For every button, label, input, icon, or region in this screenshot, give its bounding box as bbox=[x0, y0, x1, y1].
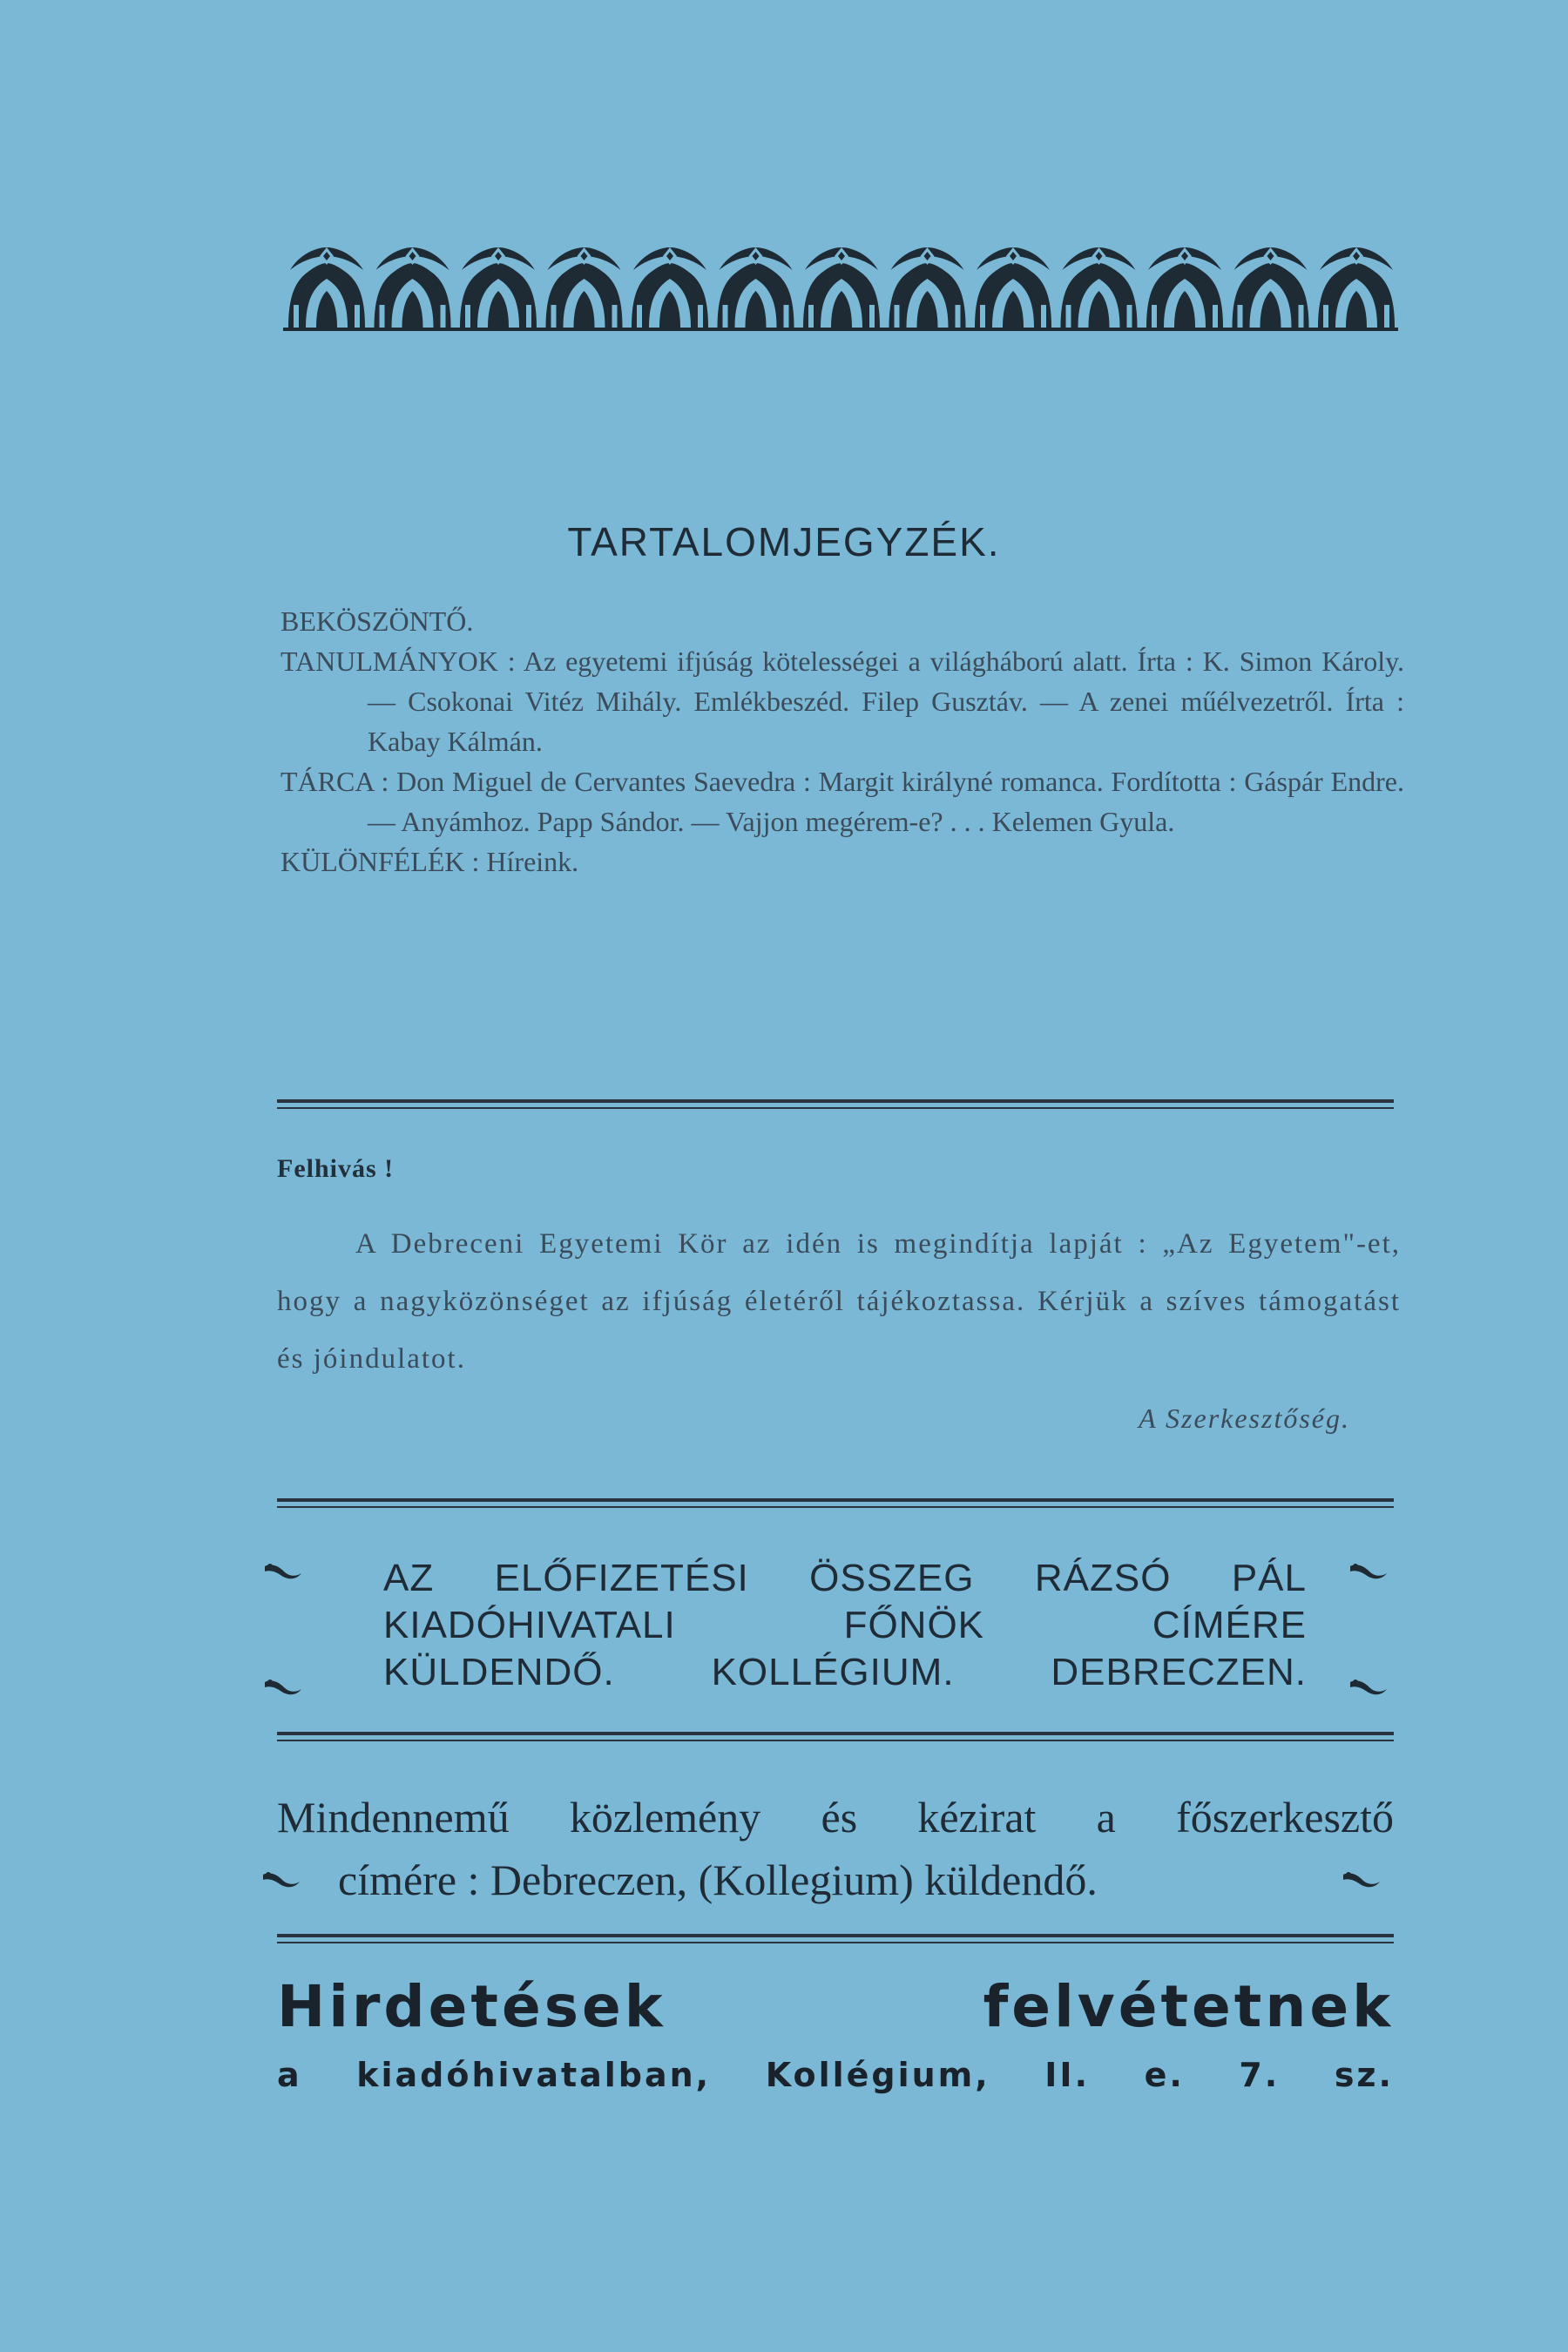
notice-line: Mindennemű közlemény és kézirat a főszerkesztő bbox=[277, 1793, 1394, 1842]
leaf-ornament-icon bbox=[1342, 1869, 1382, 1889]
subscription-notice bbox=[383, 1555, 1307, 1696]
ads-title: Hirdetések felvétetnek bbox=[277, 1973, 1394, 2040]
ads-subtitle: a kiadóhivatalban, Kollégium, II. e. 7. sz. bbox=[277, 2056, 1394, 2094]
double-rule-divider bbox=[277, 1732, 1394, 1741]
contents-entry: BEKÖSZÖNTŐ. bbox=[280, 605, 474, 637]
appeal-body: A Debreceni Egyetemi Kör az idén is megindítja lapját : „Az Egyetem"-et, hogy a nagyközönséget az ifjúság életéről tájékoztassa. Kérjük a szíves támogatást és jóindulatot. bbox=[277, 1228, 1401, 1375]
notice-line: címére : Debreczen, (Kollegium) küldendő. bbox=[338, 1855, 1098, 1904]
double-rule-divider bbox=[277, 1934, 1394, 1943]
double-rule-divider bbox=[277, 1498, 1394, 1508]
manuscript-notice bbox=[277, 1786, 1394, 1911]
subscription-line: KÜLDENDŐ. KOLLÉGIUM. DEBRECZEN. bbox=[383, 1651, 1307, 1693]
contents-entry: TÁRCA : Don Miguel de Cervantes Saevedra : Margit királyné romanca. Fordította : Gáspár Endre. — Anyámhoz. Papp Sándor. — Vajjon megérem-e? . . . Kelemen Gyula. bbox=[280, 766, 1404, 837]
leaf-ornament-icon bbox=[261, 1869, 301, 1889]
art-nouveau-ornament-band bbox=[283, 244, 1398, 331]
leaf-ornament-icon bbox=[263, 1561, 303, 1580]
leaf-ornament-icon bbox=[1348, 1677, 1389, 1696]
contents-entry: KÜLÖNFÉLÉK : Híreink. bbox=[280, 846, 579, 877]
leaf-ornament-icon bbox=[1348, 1561, 1389, 1580]
double-rule-divider bbox=[277, 1099, 1394, 1109]
contents-entry: TANULMÁNYOK : Az egyetemi ifjúság kötelességei a világháború alatt. Írta : K. Simon Károly. — Csokonai Vitéz Mihály. Emlékbeszéd. Filep Gusztáv. — A zenei műélvezetről. Írta : Kabay Kálmán. bbox=[280, 645, 1404, 757]
subscription-line: KIADÓHIVATALI FŐNÖK CÍMÉRE bbox=[383, 1604, 1307, 1646]
leaf-ornament-icon bbox=[263, 1677, 303, 1696]
appeal-signature: A Szerkesztőség. bbox=[1139, 1402, 1350, 1434]
contents-title: TARTALOMJEGYZÉK. bbox=[567, 519, 1001, 564]
contents-list bbox=[280, 601, 1404, 882]
appeal-heading: Felhivás ! bbox=[277, 1154, 395, 1183]
subscription-line: AZ ELŐFIZETÉSI ÖSSZEG RÁZSÓ PÁL bbox=[383, 1557, 1307, 1599]
